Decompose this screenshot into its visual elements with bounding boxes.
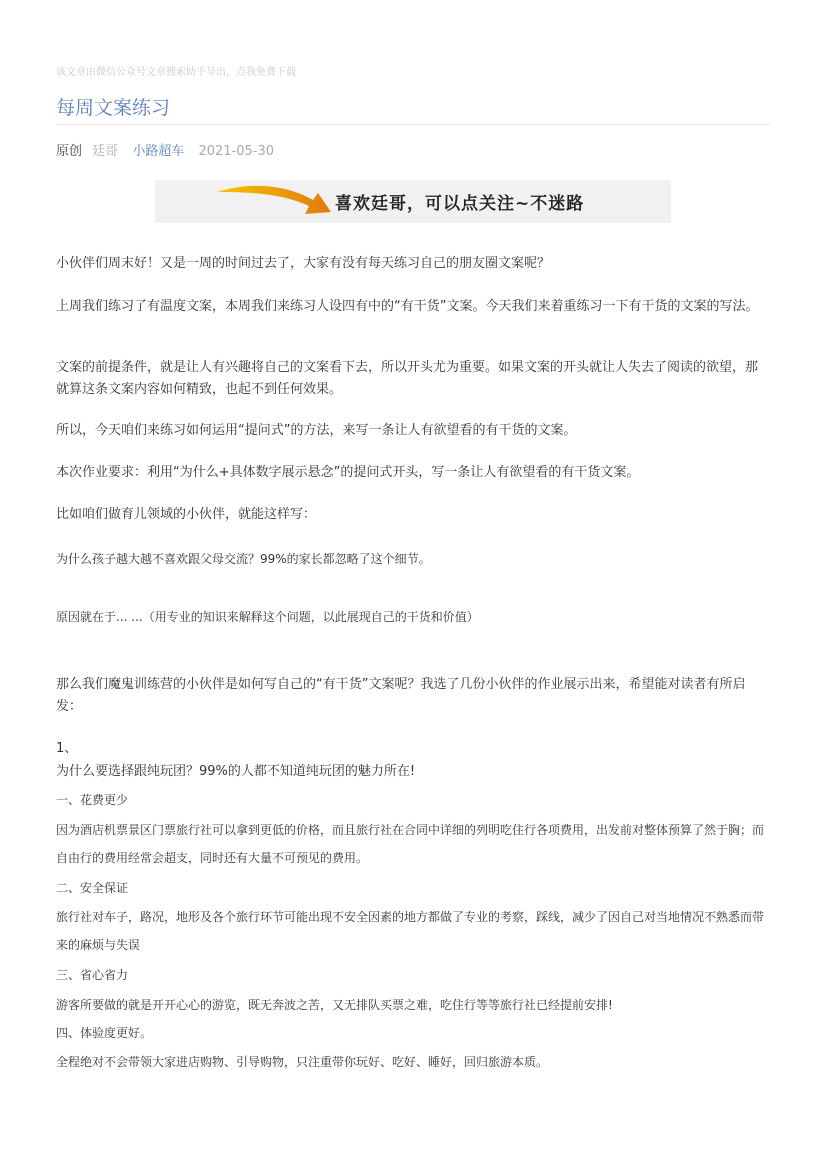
banner-text: 喜欢廷哥，可以点关注~不迷路: [335, 194, 585, 214]
original-tag: 原创: [56, 144, 83, 159]
example-question: 为什么孩子越大越不喜欢跟父母交流？99%的家长都忽略了这个细节。: [56, 552, 431, 566]
paragraph-example-intro: 比如咱们做育儿领域的小伙伴，就能这样写：: [56, 507, 317, 522]
example-answer: 原因就在于... ...（用专业的知识来解释这个问题，以此展现自己的干货和价值）: [56, 610, 479, 624]
list-number: 1、: [56, 741, 78, 756]
paragraph-showcase: 那么我们魔鬼训练营的小伙伴是如何写自己的“有干货”文案呢？我选了几份小伙伴的作业展示出来，希望能对读者有所启发：: [56, 677, 746, 714]
title-divider: [56, 124, 770, 125]
section-text-ease: 游客所要做的就是开开心心的游览，既无奔波之苦，又无排队买票之难，吃住行等等旅行社已经提前安排!: [56, 998, 613, 1012]
export-notice-link[interactable]: 该文章由微信公众号文章搜索助手导出，点我免费下载: [56, 67, 296, 78]
follow-banner: [155, 180, 671, 223]
paragraph-intro: 小伙伴们周末好！又是一周的时间过去了，大家有没有每天练习自己的朋友圈文案呢？: [56, 256, 551, 271]
author-name: 廷哥: [92, 144, 119, 159]
section-heading-ease: 三、省心省力: [56, 968, 129, 982]
section-text-cost: 因为酒店机票景区门票旅行社可以拿到更低的价格，而且旅行社在合同中详细的列明吃住行各项费用，出发前对整体预算了然于胸；而自由行的费用经常会超支，同时还有大量不可预见的费用。: [56, 823, 765, 865]
account-link[interactable]: 小路超车: [132, 144, 185, 159]
section-heading-safety: 二、安全保证: [56, 881, 129, 895]
article-meta: [56, 140, 274, 159]
article-title: 每周文案练习: [56, 97, 171, 119]
section-text-experience: 全程绝对不会带领大家进店购物、引导购物，只注重带你玩好、吃好、睡好，回归旅游本质。: [56, 1055, 549, 1069]
section-heading-experience: 四、体验度更好。: [56, 1026, 153, 1040]
paragraph-last-week: 上周我们练习了有温度文案，本周我们来练习人设四有中的“有干货”文案。今天我们来着重练习一下有干货的文案的写法。: [56, 299, 759, 314]
homework-title: 为什么要选择跟纯玩团？99%的人都不知道纯玩团的魅力所在!: [56, 764, 416, 779]
publish-date: 2021-05-30: [198, 144, 275, 159]
section-text-safety: 旅行社对车子，路况，地形及各个旅行环节可能出现不安全因素的地方都做了专业的考察，踩线，减少了因自己对当地情况不熟悉而带来的麻烦与失误: [56, 910, 765, 952]
paragraph-premise: 文案的前提条件，就是让人有兴趣将自己的文案看下去，所以开头尤为重要。如果文案的开头就让人失去了阅读的欲望，那就算这条文案内容如何精致，也起不到任何效果。: [56, 360, 759, 397]
paragraph-homework: 本次作业要求：利用“为什么+具体数字展示悬念”的提问式开头，写一条让人有欲望看的有干货文案。: [56, 465, 640, 480]
paragraph-method: 所以，今天咱们来练习如何运用“提问式”的方法，来写一条让人有欲望看的有干货的文案。: [56, 423, 577, 438]
section-heading-cost: 一、花费更少: [56, 793, 129, 807]
